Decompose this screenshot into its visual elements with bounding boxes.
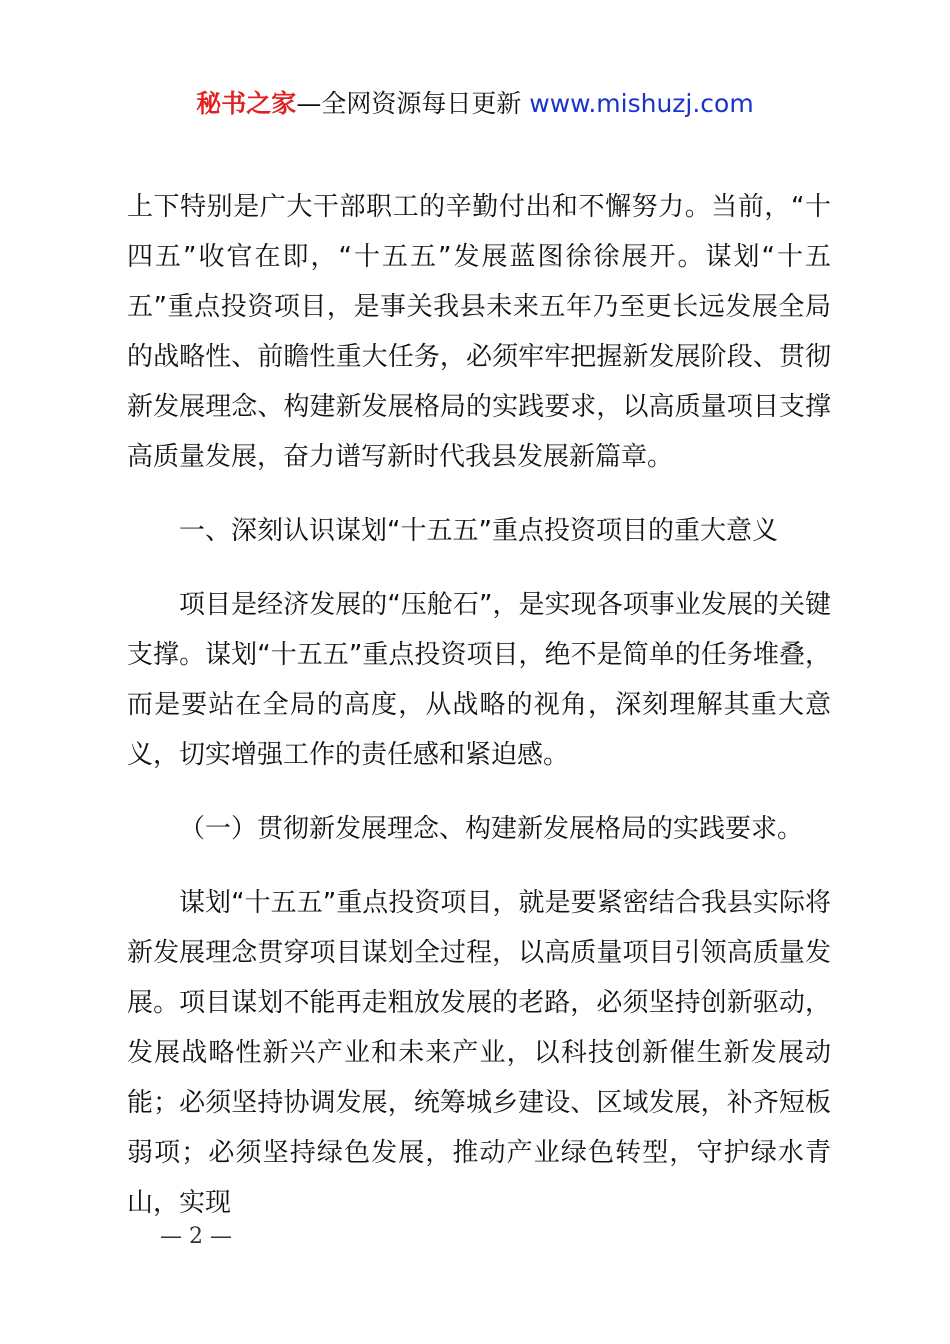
body-paragraph: 项目是经济发展的“压舱石”，是实现各项事业发展的关键支撑。谋划“十五五”重点投资项目，绝不是简单的任务堆叠，而是要站在全局的高度，从战略的视角，深刻理解其重大意义，切实增强工作的责任感和紧迫感。	[127, 590, 831, 770]
document-body	[127, 182, 831, 1228]
body-paragraph: 谋划“十五五”重点投资项目，就是要紧密结合我县实际将新发展理念贯穿项目谋划全过程，以高质量项目引领高质量发展。项目谋划不能再走粗放发展的老路，必须坚持创新驱动，发展战略性新兴产业和未来产业，以科技创新催生新发展动能；必须坚持协调发展，统筹城乡建设、区域发展，补齐短板弱项；必须坚持绿色发展，推动产业绿色转型，守护绿水青山，实现	[127, 888, 831, 1218]
section-heading: 一、深刻认识谋划“十五五”重点投资项目的重大意义	[179, 516, 778, 546]
site-tagline: —全网资源每日更新	[296, 89, 522, 118]
subsection-heading: （一）贯彻新发展理念、构建新发展格局的实践要求。	[179, 814, 804, 844]
page-number: — 2 —	[160, 1224, 232, 1249]
site-url-link[interactable]: www.mishuzj.com	[529, 89, 754, 118]
site-brand: 秘书之家	[196, 89, 297, 118]
continuation-paragraph: 上下特别是广大干部职工的辛勤付出和不懈努力。当前，“十四五”收官在即，“十五五”发展蓝图徐徐展开。谋划“十五五”重点投资项目，是事关我县未来五年乃至更长远发展全局的战略性、前瞻性重大任务，必须牢牢把握新发展阶段、贯彻新发展理念、构建新发展格局的实践要求，以高质量项目支撑高质量发展，奋力谱写新时代我县发展新篇章。	[127, 192, 831, 472]
site-header	[0, 86, 950, 122]
